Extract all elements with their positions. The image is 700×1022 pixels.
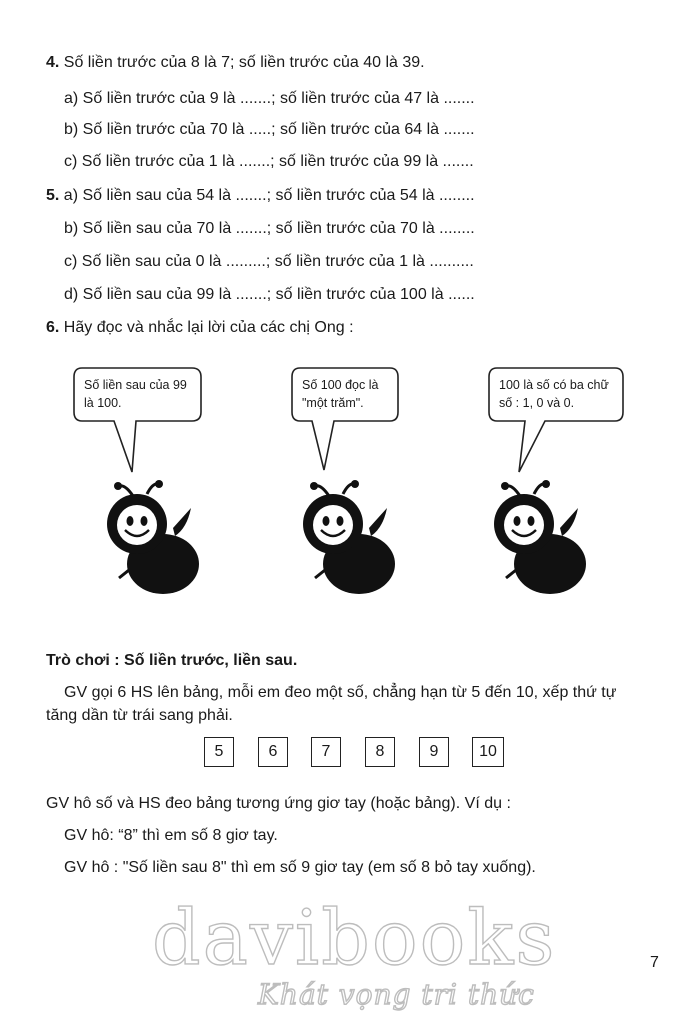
number-card: 8 <box>365 737 395 767</box>
exercise-5a: a) Số liền sau của 54 là .......; số liền trước của 54 là ........ <box>59 187 475 204</box>
bee-illustration-3 <box>482 478 602 598</box>
exercise-5a-line <box>46 187 475 205</box>
game-example-1: GV hô: “8” thì em số 8 giơ tay. <box>64 827 278 844</box>
game-paragraph-2: GV hô số và HS đeo bảng tương ứng giơ tay (hoặc bảng). Ví dụ : <box>46 795 511 812</box>
page-number: 7 <box>650 954 659 971</box>
bubble-2-text: Số 100 đọc là "một trăm". <box>302 378 379 410</box>
bee-illustration-1 <box>95 478 215 598</box>
game-paragraph-line-1: GV gọi 6 HS lên bảng, mỗi em đeo một số, chẳng hạn từ 5 đến 10, xếp thứ tự <box>64 684 617 701</box>
bubble-1-text: Số liền sau của 99 là 100. <box>84 378 187 410</box>
number-card: 6 <box>258 737 288 767</box>
watermark-brand: davibooks <box>152 893 557 982</box>
number-card: 9 <box>419 737 449 767</box>
speech-bubble-2 <box>290 366 400 476</box>
exercise-6-intro <box>46 319 354 337</box>
exercise-4-number: 4. <box>46 54 60 71</box>
exercise-5d: d) Số liền sau của 99 là .......; số liền trước của 100 là ...... <box>64 286 475 303</box>
exercise-4c: c) Số liền trước của 1 là .......; số liền trước của 99 là ....... <box>64 153 474 170</box>
exercise-5b: b) Số liền sau của 70 là .......; số liền trước của 70 là ........ <box>64 220 475 237</box>
exercise-5-number: 5. <box>46 187 60 204</box>
exercise-4-intro <box>46 54 425 72</box>
watermark-slogan: Khát vọng tri thức <box>258 978 535 1011</box>
number-card: 10 <box>472 737 504 767</box>
game-example-2: GV hô : "Số liền sau 8" thì em số 9 giơ tay (em số 8 bỏ tay xuống). <box>64 859 536 876</box>
number-card: 7 <box>311 737 341 767</box>
exercise-6-text: Hãy đọc và nhắc lại lời của các chị Ong : <box>59 319 354 336</box>
speech-bubble-3 <box>487 366 627 476</box>
bubble-3-text: 100 là số có ba chữ số : 1, 0 và 0. <box>499 378 609 410</box>
game-title: Trò chơi : Số liền trước, liền sau. <box>46 652 298 669</box>
exercise-5c: c) Số liền sau của 0 là .........; số liền trước của 1 là .......... <box>64 253 474 270</box>
exercise-6-number: 6. <box>46 319 60 336</box>
speech-bubble-1 <box>72 366 204 476</box>
game-paragraph-line-2: tăng dần từ trái sang phải. <box>46 707 233 724</box>
exercise-4a: a) Số liền trước của 9 là .......; số liền trước của 47 là ....... <box>64 90 475 107</box>
exercise-4b: b) Số liền trước của 70 là .....; số liền trước của 64 là ....... <box>64 121 475 138</box>
bee-illustration-2 <box>291 478 411 598</box>
exercise-4-text: Số liền trước của 8 là 7; số liền trước của 40 là 39. <box>59 54 425 71</box>
number-card: 5 <box>204 737 234 767</box>
